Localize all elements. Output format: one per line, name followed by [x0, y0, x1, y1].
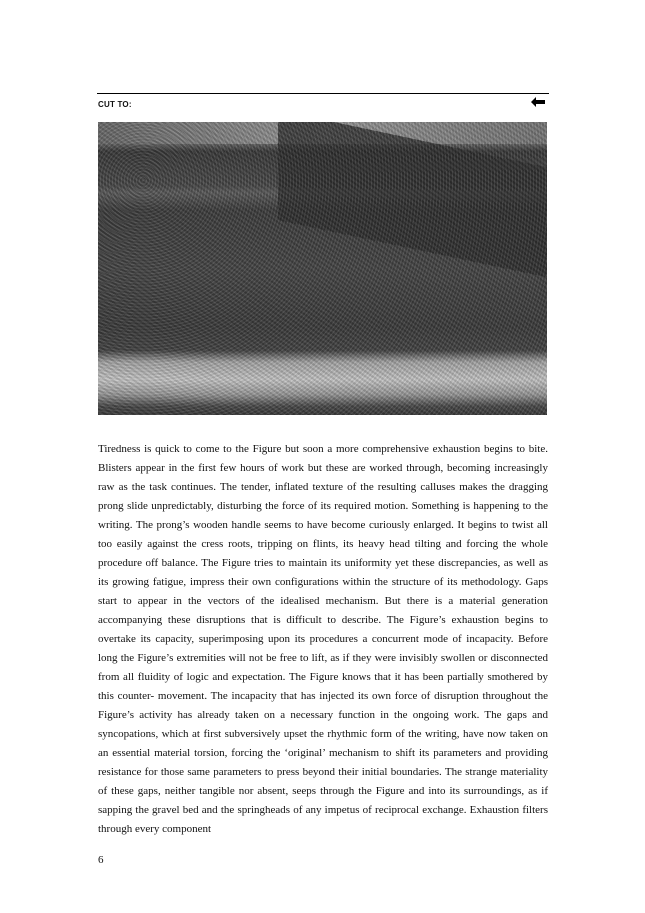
section-label: CUT TO:	[98, 100, 132, 109]
text-line: movement. The incapacity that has injected its own force of disruption throughout the Figure’s activity	[98, 690, 548, 721]
left-arrow-icon	[531, 97, 545, 107]
text-line: has already taken on a necessary function in the ongoing work. The gaps and syncopations, which at	[98, 709, 549, 740]
text-line: superimposing upon its procedures a concurrent mode of incapacity. Before long the Figure’s	[98, 633, 549, 664]
text-line: slide unpredictably, disturbing the force of its required motion. Something is happening to the writing.	[98, 500, 548, 531]
text-line: Blisters appear in the first few hours of work but these are worked through, becoming increasingly raw	[98, 462, 548, 493]
text-line: as the task continues. The tender, inflated texture of the resulting calluses makes the dragging prong	[98, 481, 548, 512]
text-line: tangible nor absent, seeps through the Figure and into its surroundings, as if sapping the gravel bed	[98, 785, 548, 816]
text-line: logic and expectation. The Figure knows that it has been partially smothered by this counter-	[98, 671, 548, 702]
text-line: torsion, forcing the ‘original’ mechanism to shift its parameters and providing resistance for those same	[98, 747, 548, 778]
text-line: first subversively upset the rhythmic form of the writing, have now taken on an essential material	[98, 728, 548, 759]
text-line: balance. The Figure tries to maintain its uniformity yet these discrepancies, as well as its growing	[98, 557, 548, 588]
text-line: disruptions that is difficult to describe. The Figure’s exhaustion begins to overtake its capacity,	[98, 614, 548, 645]
text-line: Tiredness is quick to come to the Figure but soon a more comprehensive exhaustion begins to bite.	[98, 443, 548, 455]
watercress-bed-photo	[98, 122, 547, 415]
text-line: The prong’s wooden handle seems to have become curiously enlarged. It begins to twist all too easily	[98, 519, 548, 550]
text-line: in the vectors of the idealised mechanism. But there is a material generation accompanying these	[98, 595, 549, 626]
text-line: against the cress roots, tripping on flints, its heavy head tilting and forcing the whole procedure off	[98, 538, 549, 569]
text-line: fatigue, impress their own configurations within the structure of its methodology. Gaps start to appear	[98, 576, 549, 607]
text-line: extremities will not be free to lift, as if they were invisibly swollen or disconnected from all fluidity of	[98, 652, 549, 683]
text-line: and the springheads of any impetus of reciprocal exchange. Exhaustion filters through every component	[98, 804, 548, 835]
header-rule	[97, 93, 549, 94]
body-text	[98, 440, 548, 839]
text-line: parameters to press beyond their initial boundaries. The strange materiality of these gaps, neither	[98, 766, 549, 797]
page-number: 6	[98, 854, 104, 866]
